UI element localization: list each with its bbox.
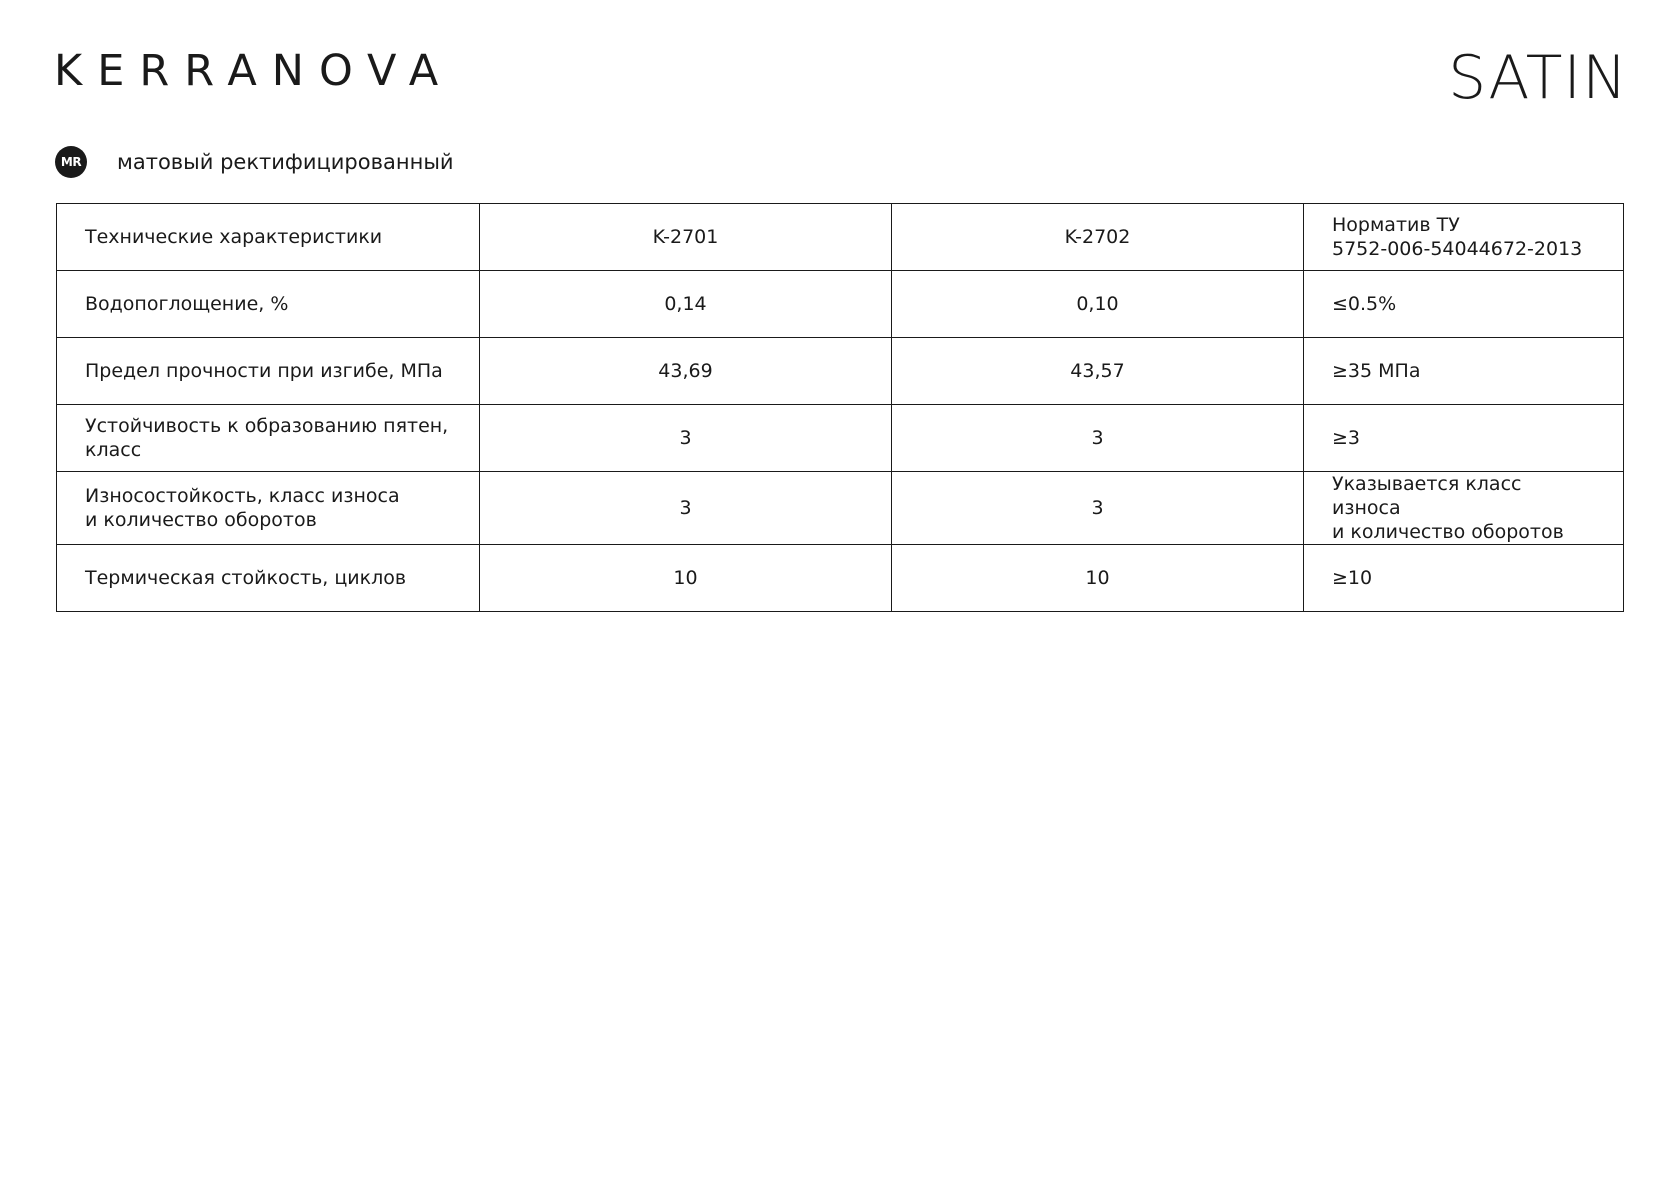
header-norm-line2: 5752-006-54044672-2013 bbox=[1332, 238, 1583, 260]
cell-norm: ≥35 МПа bbox=[1304, 338, 1624, 405]
collection-title: SATIN bbox=[1448, 43, 1628, 113]
table-row bbox=[57, 472, 1624, 545]
cell-k2701: 3 bbox=[480, 405, 892, 472]
row-label bbox=[57, 405, 480, 472]
finish-legend bbox=[55, 146, 454, 178]
row-label-line1: Износостойкость, класс износа bbox=[85, 485, 400, 507]
cell-norm: ≥10 bbox=[1304, 545, 1624, 612]
cell-norm-line1: Указывается класс износа bbox=[1332, 473, 1522, 519]
header-k2701: K-2701 bbox=[480, 204, 892, 271]
header-norm bbox=[1304, 204, 1624, 271]
header-k2702: K-2702 bbox=[892, 204, 1304, 271]
finish-badge-icon: MR bbox=[55, 146, 87, 178]
cell-norm: ≤0.5% bbox=[1304, 271, 1624, 338]
cell-k2701: 43,69 bbox=[480, 338, 892, 405]
cell-k2702: 3 bbox=[892, 472, 1304, 545]
row-label bbox=[57, 338, 480, 405]
cell-k2702: 3 bbox=[892, 405, 1304, 472]
row-label-line1: Устойчивость к образованию пятен, bbox=[85, 415, 449, 437]
row-label-line2: класс bbox=[85, 439, 142, 461]
specs-table bbox=[56, 203, 1624, 612]
row-label bbox=[57, 545, 480, 612]
header-characteristics: Технические характеристики bbox=[57, 204, 480, 271]
row-label-line1: Термическая стойкость, циклов bbox=[85, 567, 407, 589]
row-label-line1: Предел прочности при изгибе, МПа bbox=[85, 360, 443, 382]
table-row bbox=[57, 405, 1624, 472]
row-label-line2: и количество оборотов bbox=[85, 509, 317, 531]
cell-norm: ≥3 bbox=[1304, 405, 1624, 472]
cell-norm-line2: и количество оборотов bbox=[1332, 521, 1564, 543]
table-header-row bbox=[57, 204, 1624, 271]
cell-k2701: 10 bbox=[480, 545, 892, 612]
brand-logo: KERRANOVA bbox=[54, 46, 454, 96]
row-label bbox=[57, 472, 480, 545]
table-row bbox=[57, 545, 1624, 612]
row-label bbox=[57, 271, 480, 338]
cell-k2702: 43,57 bbox=[892, 338, 1304, 405]
cell-norm bbox=[1304, 472, 1624, 545]
table-row bbox=[57, 338, 1624, 405]
row-label-line1: Водопоглощение, % bbox=[85, 293, 289, 315]
finish-label: матовый ректифицированный bbox=[117, 150, 454, 174]
cell-k2701: 0,14 bbox=[480, 271, 892, 338]
cell-k2701: 3 bbox=[480, 472, 892, 545]
header-norm-line1: Норматив ТУ bbox=[1332, 214, 1460, 236]
cell-k2702: 0,10 bbox=[892, 271, 1304, 338]
table-row bbox=[57, 271, 1624, 338]
cell-k2702: 10 bbox=[892, 545, 1304, 612]
